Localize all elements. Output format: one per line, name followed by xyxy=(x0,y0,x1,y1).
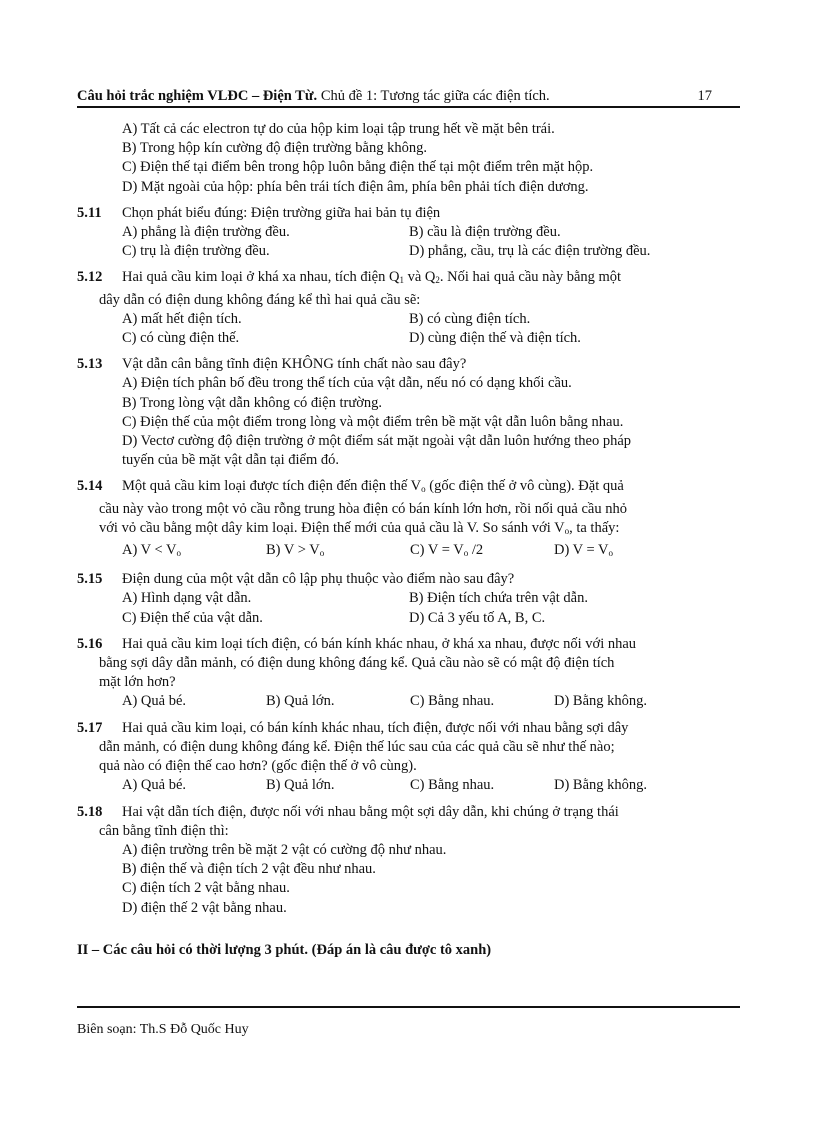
question-5-11 xyxy=(77,204,741,262)
option-d: D) Vectơ cường độ điện trường ở một điểm sát mặt ngoài vật dẫn luôn hướng theo pháp xyxy=(122,433,632,450)
question-5-16 xyxy=(77,635,741,712)
question-text-cont: dẫn mảnh, có điện dung không đáng kể. Điện thế lúc sau của các quả cầu sẽ như thế nào; xyxy=(99,738,615,755)
option-a: A) $V < V_o$ xyxy=(122,542,182,559)
question-5-18 xyxy=(77,803,741,918)
question-text: Điện dung của một vật dẫn cô lập phụ thuộc vào điểm nào sau đây? xyxy=(122,571,515,588)
option-d: D) Mặt ngoài của hộp: phía bên trái tích điện âm, phía bên phải tích điện dương. xyxy=(122,178,589,195)
option-c: C) Bằng nhau. xyxy=(410,693,495,710)
option-d-cont: tuyến của bề mặt vật dẫn tại điểm đó. xyxy=(122,452,340,469)
question-text: Một quả cầu kim loại được tích điện đến điện thế $V_o$ (gốc điện thế ở vô cùng). Đặt quả xyxy=(122,478,624,495)
question-text-cont: dây dẫn có điện dung không đáng kể thì hai quả cầu sẽ: xyxy=(99,291,421,308)
question-number: 5.17 xyxy=(77,719,103,736)
question-text-cont: bằng sợi dây dẫn mảnh, có điện dung không đáng kể. Quả cầu nào sẽ có mật độ điện tích xyxy=(99,655,615,672)
question-text: Hai vật dẫn tích điện, được nối với nhau bằng một sợi dây dẫn, khi chúng ở trạng thái xyxy=(122,803,619,820)
option-b: B) Trong hộp kín cường độ điện trường bằng không. xyxy=(122,140,427,157)
option-c: C) Điện thế của vật dẫn. xyxy=(122,609,263,626)
question-text-cont: cân bằng tĩnh điện thì: xyxy=(99,822,229,839)
option-c: C) Điện thế của một điểm trong lòng và một điểm trên bề mặt vật dẫn luôn bằng nhau. xyxy=(122,413,624,430)
question-number: 5.12 xyxy=(77,269,103,286)
page-footer: Biên soạn: Th.S Đỗ Quốc Huy xyxy=(77,1022,249,1037)
option-c: C) Điện thế tại điểm bên trong hộp luôn bằng điện thế tại một điểm trên mặt hộp. xyxy=(122,159,594,176)
question-text-cont: mặt lớn hơn? xyxy=(99,674,176,691)
option-b: B) cầu là điện trường đều. xyxy=(409,224,561,241)
option-a: A) Quả bé. xyxy=(122,777,187,794)
question-number: 5.14 xyxy=(77,478,103,495)
option-b: B) Quả lớn. xyxy=(266,777,335,794)
question-text: Vật dẫn cân bằng tĩnh điện KHÔNG tính chất nào sau đây? xyxy=(122,356,467,373)
question-text: Hai quả cầu kim loại ở khá xa nhau, tích điện $Q_1$ và $Q_2$. Nối hai quả cầu này bằng một xyxy=(122,269,622,286)
option-d: D) cùng điện thế và điện tích. xyxy=(409,330,581,347)
page-header xyxy=(77,87,740,107)
option-b: B) Quả lớn. xyxy=(266,693,335,710)
option-a: A) Tất cả các electron tự do của hộp kim loại tập trung hết về mặt bên trái. xyxy=(122,121,555,137)
footer-rule xyxy=(77,1006,740,1008)
question-5-13 xyxy=(77,355,741,470)
section-heading: II – Các câu hỏi có thời lượng 3 phút. (Đáp án là câu được tô xanh) xyxy=(77,941,492,958)
option-a: A) phẳng là điện trường đều. xyxy=(122,224,290,241)
option-d: D) điện thế 2 vật bằng nhau. xyxy=(122,899,287,916)
option-c: C) trụ là điện trường đều. xyxy=(122,243,270,260)
questions-body xyxy=(77,120,741,960)
question-5-17 xyxy=(77,719,741,796)
option-b: B) có cùng điện tích. xyxy=(409,310,531,327)
page-number: 17 xyxy=(697,88,712,104)
question-text: Chọn phát biểu đúng: Điện trường giữa hai bản tụ điện xyxy=(122,204,441,221)
question-5-15 xyxy=(77,570,741,628)
header-title: Câu hỏi trắc nghiệm VLĐC – Điện Từ. xyxy=(77,88,318,104)
option-d: D) phẳng, cầu, trụ là các điện trường đều. xyxy=(409,243,651,260)
question-number: 5.18 xyxy=(77,803,103,820)
question-number: 5.11 xyxy=(77,204,102,221)
option-d: D) Bằng không. xyxy=(554,777,648,794)
question-number: 5.13 xyxy=(77,356,103,373)
continued-options xyxy=(77,120,741,197)
question-number: 5.15 xyxy=(77,571,103,588)
question-text: Hai quả cầu kim loại, có bán kính khác nhau, tích điện, được nối với nhau bằng sợi dây xyxy=(122,719,629,736)
option-a: A) mất hết điện tích. xyxy=(122,310,242,327)
question-5-14 xyxy=(77,477,741,563)
option-a: A) Hình dạng vật dẫn. xyxy=(122,590,252,607)
question-number: 5.16 xyxy=(77,635,103,652)
option-b: B) Trong lòng vật dẫn không có điện trường. xyxy=(122,394,383,411)
option-d: D) $V = V_o$ xyxy=(554,542,614,559)
question-5-12 xyxy=(77,268,741,348)
option-d: D) Cả 3 yếu tố A, B, C. xyxy=(409,609,546,626)
option-c: C) có cùng điện thế. xyxy=(122,330,240,347)
option-a: A) Quả bé. xyxy=(122,693,187,710)
option-c: C) $V = V_o$ /2 xyxy=(410,542,484,559)
question-text: Hai quả cầu kim loại tích điện, có bán kính khác nhau, ở khá xa nhau, được nối với nhau xyxy=(122,635,637,652)
option-c: C) Bằng nhau. xyxy=(410,777,495,794)
question-text-cont: với vỏ cầu bằng một dây kim loại. Điện thế mới của quả cầu là V. So sánh với $V_o$, ta thấy: xyxy=(99,519,620,536)
header-topic: Chủ đề 1: Tương tác giữa các điện tích. xyxy=(317,88,550,104)
option-a: A) điện trường trên bề mặt 2 vật có cường độ như nhau. xyxy=(122,841,447,858)
header-rule xyxy=(77,106,740,108)
question-text-cont: cầu này vào trong một vỏ cầu rỗng trung hòa điện có bán kính lớn hơn, rồi nối quả cầu nhỏ xyxy=(99,500,627,517)
option-b: B) $V > V_o$ xyxy=(266,542,325,559)
option-a: A) Điện tích phân bố đều trong thể tích của vật dẫn, nếu nó có dạng khối cầu. xyxy=(122,375,572,392)
option-b: B) điện thế và điện tích 2 vật đều như nhau. xyxy=(122,861,376,878)
question-text-cont: quả nào có điện thế cao hơn? (gốc điện thế ở vô cùng). xyxy=(99,758,417,775)
option-c: C) điện tích 2 vật bằng nhau. xyxy=(122,880,290,897)
option-b: B) Điện tích chứa trên vật dẫn. xyxy=(409,590,588,607)
option-d: D) Bằng không. xyxy=(554,693,648,710)
